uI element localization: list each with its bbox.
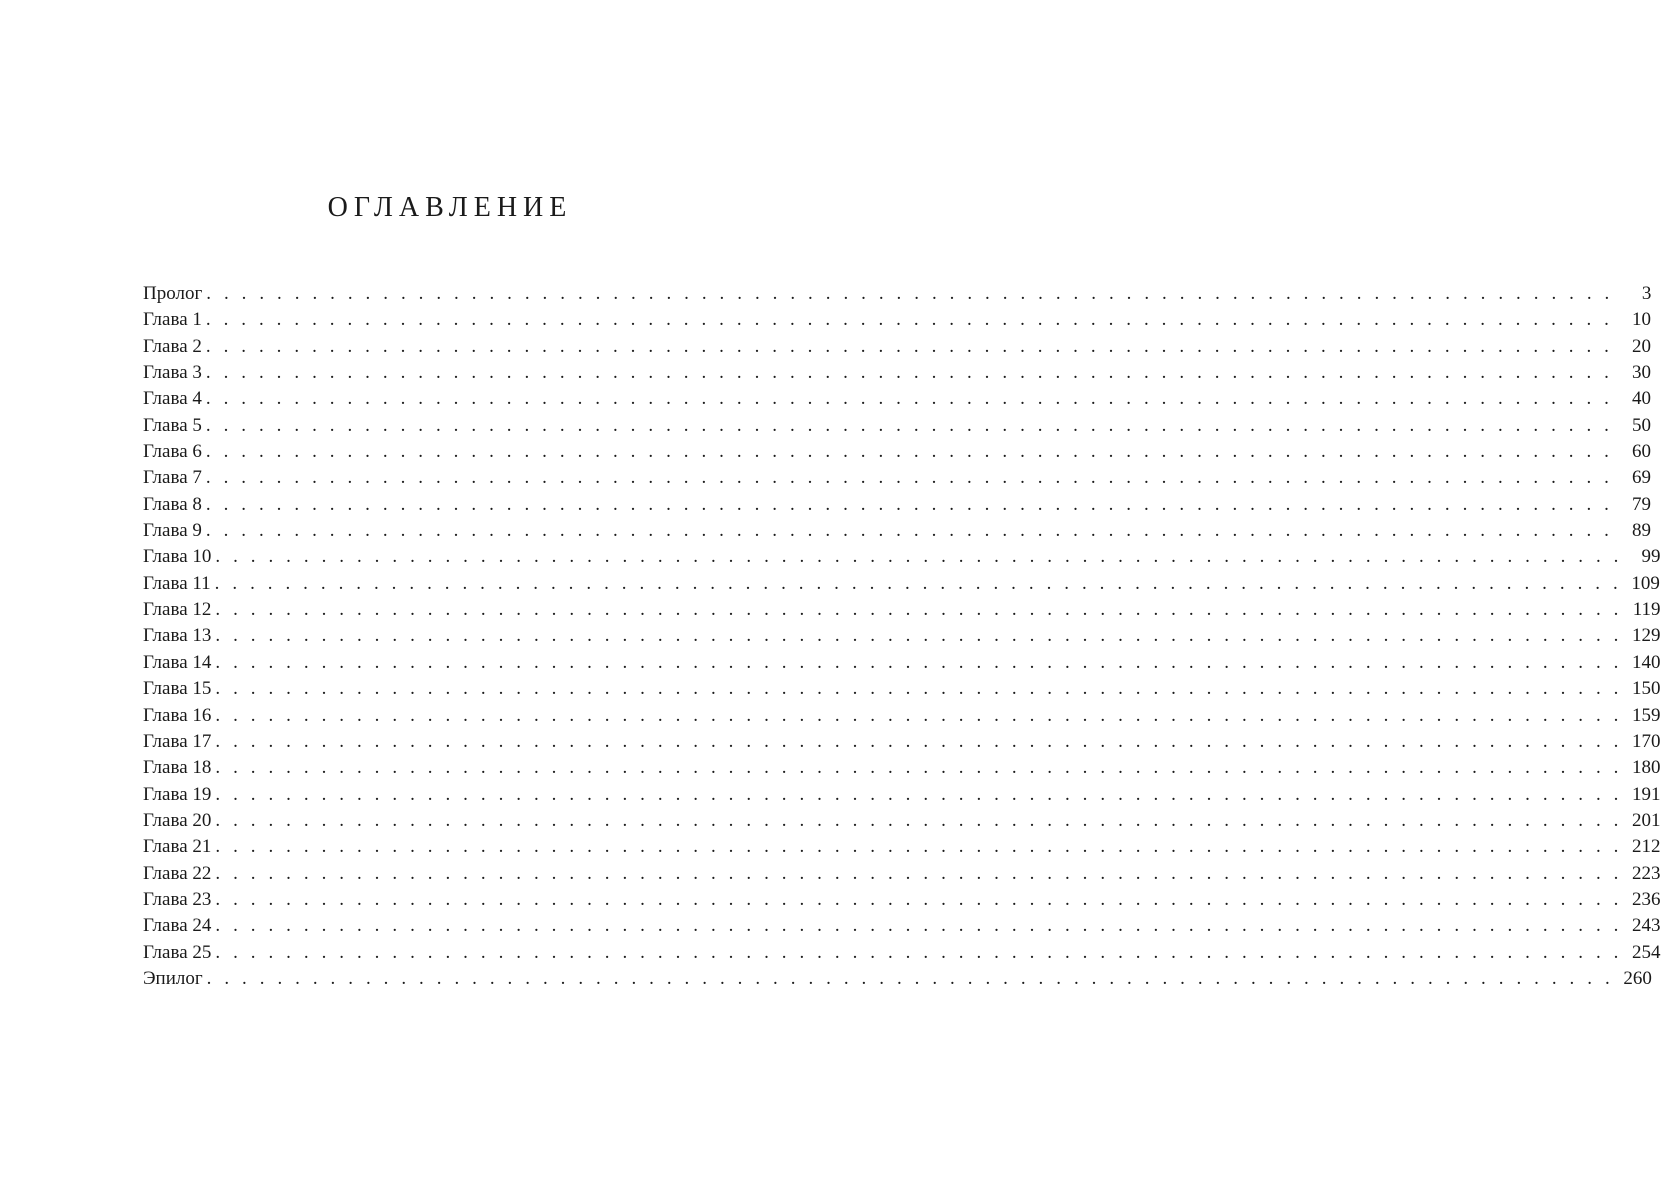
toc-entry-label: Глава 1 — [143, 309, 202, 331]
toc-entry[interactable] — [143, 623, 1661, 649]
toc-entry[interactable] — [143, 966, 1652, 992]
toc-entry-page-number: 201 — [1632, 809, 1661, 831]
toc-entry[interactable] — [143, 755, 1661, 781]
dot-leader: . . . . . . . . . . . . . . . . . . . . . . . . . . . . . . . . . . . . . . . . . . . . . . . . . . . . . . . . . . . . . . . . . . . . . . . . . . . . . . . . — [205, 414, 1614, 436]
toc-entry-page-number: 60 — [1632, 441, 1652, 463]
toc-entry-page-number: 191 — [1632, 783, 1661, 805]
toc-entry-page-number: 212 — [1632, 836, 1661, 858]
toc-entry[interactable] — [143, 492, 1652, 518]
dot-leader: . . . . . . . . . . . . . . . . . . . . . . . . . . . . . . . . . . . . . . . . . . . . . . . . . . . . . . . . . . . . . . . . . . . . . . . . . . . . . . . . — [205, 362, 1614, 384]
toc-entry-label: Глава 17 — [143, 730, 212, 752]
toc-entry[interactable] — [143, 782, 1661, 808]
toc-entry-page-number: 260 — [1623, 967, 1652, 989]
toc-entry-label: Глава 2 — [143, 335, 202, 357]
toc-entry[interactable] — [143, 281, 1652, 307]
toc-entry-label: Глава 4 — [143, 388, 202, 410]
toc-entry-page-number: 109 — [1631, 572, 1660, 594]
toc-entry-page-number: 119 — [1632, 599, 1661, 621]
toc-entry-label: Глава 3 — [143, 362, 202, 384]
toc-entry-page-number: 50 — [1632, 414, 1652, 436]
dot-leader: . . . . . . . . . . . . . . . . . . . . . . . . . . . . . . . . . . . . . . . . . . . . . . . . . . . . . . . . . . . . . . . . . . . . . . . . . . . . . . . . — [205, 441, 1614, 463]
toc-entry-label: Глава 22 — [143, 862, 212, 884]
dot-leader: . . . . . . . . . . . . . . . . . . . . . . . . . . . . . . . . . . . . . . . . . . . . . . . . . . . . . . . . . . . . . . . . . . . . . . . . . . . . . . . . — [205, 493, 1614, 515]
toc-entry-label: Глава 10 — [143, 546, 212, 568]
toc-entry-label: Глава 18 — [143, 757, 212, 779]
toc-entry-label: Глава 23 — [143, 888, 212, 910]
toc-entry[interactable] — [143, 650, 1661, 676]
toc-entry[interactable] — [143, 386, 1652, 412]
dot-leader: . . . . . . . . . . . . . . . . . . . . . . . . . . . . . . . . . . . . . . . . . . . . . . . . . . . . . . . . . . . . . . . . . . . . . . . . . . . . . . . . — [215, 704, 1623, 726]
toc-entry-label: Глава 15 — [143, 678, 212, 700]
toc-entry[interactable] — [143, 465, 1652, 491]
dot-leader: . . . . . . . . . . . . . . . . . . . . . . . . . . . . . . . . . . . . . . . . . . . . . . . . . . . . . . . . . . . . . . . . . . . . . . . . . . . . . . . . — [215, 888, 1623, 910]
toc-entry[interactable] — [143, 544, 1661, 570]
toc-entry[interactable] — [143, 307, 1652, 333]
toc-entry-page-number: 40 — [1632, 388, 1652, 410]
toc-entry[interactable] — [143, 729, 1661, 755]
toc-entry-page-number: 129 — [1632, 625, 1661, 647]
toc-entry-page-number: 170 — [1632, 730, 1661, 752]
dot-leader: . . . . . . . . . . . . . . . . . . . . . . . . . . . . . . . . . . . . . . . . . . . . . . . . . . . . . . . . . . . . . . . . . . . . . . . . . . . . . . . . — [215, 862, 1623, 884]
dot-leader: . . . . . . . . . . . . . . . . . . . . . . . . . . . . . . . . . . . . . . . . . . . . . . . . . . . . . . . . . . . . . . . . . . . . . . . . . . . . . . . . — [215, 546, 1623, 568]
toc-entry-label: Глава 14 — [143, 651, 212, 673]
toc-entry-label: Глава 9 — [143, 520, 202, 542]
toc-entry-page-number: 236 — [1632, 888, 1661, 910]
toc-entry-label: Глава 19 — [143, 783, 212, 805]
toc-entry-label: Глава 11 — [143, 572, 211, 594]
dot-leader: . . . . . . . . . . . . . . . . . . . . . . . . . . . . . . . . . . . . . . . . . . . . . . . . . . . . . . . . . . . . . . . . . . . . . . . . . . . . . . . . — [205, 335, 1614, 357]
toc-entry-page-number: 150 — [1632, 678, 1661, 700]
dot-leader: . . . . . . . . . . . . . . . . . . . . . . . . . . . . . . . . . . . . . . . . . . . . . . . . . . . . . . . . . . . . . . . . . . . . . . . . . . . . . . . . — [205, 309, 1614, 331]
dot-leader: . . . . . . . . . . . . . . . . . . . . . . . . . . . . . . . . . . . . . . . . . . . . . . . . . . . . . . . . . . . . . . . . . . . . . . . . . . . . . . . . — [215, 809, 1623, 831]
toc-entry[interactable] — [143, 940, 1661, 966]
toc-entry[interactable] — [143, 808, 1661, 834]
toc-entry[interactable] — [143, 597, 1661, 623]
toc-entry[interactable] — [143, 676, 1661, 702]
toc-entry-label: Глава 6 — [143, 441, 202, 463]
toc-entry[interactable] — [143, 334, 1652, 360]
toc-entry-page-number: 69 — [1632, 467, 1652, 489]
toc-entry[interactable] — [143, 360, 1652, 386]
dot-leader: . . . . . . . . . . . . . . . . . . . . . . . . . . . . . . . . . . . . . . . . . . . . . . . . . . . . . . . . . . . . . . . . . . . . . . . . . . . . . . . . — [215, 730, 1623, 752]
table-of-contents — [143, 281, 1661, 992]
toc-entry[interactable] — [143, 834, 1661, 860]
toc-entry[interactable] — [143, 887, 1661, 913]
toc-entry-page-number: 79 — [1632, 493, 1652, 515]
toc-entry[interactable] — [143, 518, 1652, 544]
toc-entry-label: Глава 12 — [143, 599, 212, 621]
toc-entry-page-number: 140 — [1632, 651, 1661, 673]
dot-leader: . . . . . . . . . . . . . . . . . . . . . . . . . . . . . . . . . . . . . . . . . . . . . . . . . . . . . . . . . . . . . . . . . . . . . . . . . . . . . . . . — [215, 625, 1623, 647]
dot-leader: . . . . . . . . . . . . . . . . . . . . . . . . . . . . . . . . . . . . . . . . . . . . . . . . . . . . . . . . . . . . . . . . . . . . . . . . . . . . . . . . — [215, 836, 1623, 858]
dot-leader: . . . . . . . . . . . . . . . . . . . . . . . . . . . . . . . . . . . . . . . . . . . . . . . . . . . . . . . . . . . . . . . . . . . . . . . . . . . . . . . . — [215, 599, 1623, 621]
toc-entry-page-number: 30 — [1632, 362, 1652, 384]
toc-entry[interactable] — [143, 439, 1652, 465]
dot-leader: . . . . . . . . . . . . . . . . . . . . . . . . . . . . . . . . . . . . . . . . . . . . . . . . . . . . . . . . . . . . . . . . . . . . . . . . . . . . . . . . — [206, 967, 1614, 989]
toc-entry-label: Глава 8 — [143, 493, 202, 515]
toc-entry[interactable] — [143, 703, 1661, 729]
toc-entry-page-number: 254 — [1632, 941, 1661, 963]
dot-leader: . . . . . . . . . . . . . . . . . . . . . . . . . . . . . . . . . . . . . . . . . . . . . . . . . . . . . . . . . . . . . . . . . . . . . . . . . . . . . . . . — [205, 520, 1614, 542]
toc-entry-label: Глава 16 — [143, 704, 212, 726]
toc-entry-label: Глава 25 — [143, 941, 212, 963]
dot-leader: . . . . . . . . . . . . . . . . . . . . . . . . . . . . . . . . . . . . . . . . . . . . . . . . . . . . . . . . . . . . . . . . . . . . . . . . . . . . . . . . — [205, 467, 1614, 489]
toc-entry[interactable] — [143, 861, 1661, 887]
toc-entry-page-number: 243 — [1632, 915, 1661, 937]
toc-entry-label: Эпилог — [143, 967, 203, 989]
toc-entry-page-number: 180 — [1632, 757, 1661, 779]
toc-entry[interactable] — [143, 413, 1652, 439]
toc-entry-label: Глава 24 — [143, 915, 212, 937]
dot-leader: . . . . . . . . . . . . . . . . . . . . . . . . . . . . . . . . . . . . . . . . . . . . . . . . . . . . . . . . . . . . . . . . . . . . . . . . . . . . . . . . — [215, 651, 1623, 673]
dot-leader: . . . . . . . . . . . . . . . . . . . . . . . . . . . . . . . . . . . . . . . . . . . . . . . . . . . . . . . . . . . . . . . . . . . . . . . . . . . . . . . . — [215, 783, 1623, 805]
toc-entry[interactable] — [143, 571, 1660, 597]
dot-leader: . . . . . . . . . . . . . . . . . . . . . . . . . . . . . . . . . . . . . . . . . . . . . . . . . . . . . . . . . . . . . . . . . . . . . . . . . . . . . . . . — [215, 757, 1623, 779]
toc-entry-page-number: 159 — [1632, 704, 1661, 726]
toc-entry-page-number: 89 — [1632, 520, 1652, 542]
toc-entry-page-number: 223 — [1632, 862, 1661, 884]
toc-entry-label: Глава 7 — [143, 467, 202, 489]
toc-entry-page-number: 10 — [1632, 309, 1652, 331]
toc-entry-label: Глава 20 — [143, 809, 212, 831]
dot-leader: . . . . . . . . . . . . . . . . . . . . . . . . . . . . . . . . . . . . . . . . . . . . . . . . . . . . . . . . . . . . . . . . . . . . . . . . . . . . . . . . — [205, 388, 1614, 410]
toc-entry-label: Глава 13 — [143, 625, 212, 647]
toc-entry-page-number: 20 — [1632, 335, 1652, 357]
dot-leader: . . . . . . . . . . . . . . . . . . . . . . . . . . . . . . . . . . . . . . . . . . . . . . . . . . . . . . . . . . . . . . . . . . . . . . . . . . . . . . . . — [206, 283, 1614, 304]
page-title: ОГЛАВЛЕНИЕ — [327, 192, 573, 223]
toc-entry-page-number: 3 — [1641, 283, 1652, 304]
dot-leader: . . . . . . . . . . . . . . . . . . . . . . . . . . . . . . . . . . . . . . . . . . . . . . . . . . . . . . . . . . . . . . . . . . . . . . . . . . . . . . . . — [214, 572, 1622, 594]
dot-leader: . . . . . . . . . . . . . . . . . . . . . . . . . . . . . . . . . . . . . . . . . . . . . . . . . . . . . . . . . . . . . . . . . . . . . . . . . . . . . . . . — [215, 915, 1623, 937]
toc-entry-label: Глава 21 — [143, 836, 212, 858]
toc-entry-page-number: 99 — [1641, 546, 1661, 568]
toc-entry-label: Глава 5 — [143, 414, 202, 436]
dot-leader: . . . . . . . . . . . . . . . . . . . . . . . . . . . . . . . . . . . . . . . . . . . . . . . . . . . . . . . . . . . . . . . . . . . . . . . . . . . . . . . . — [215, 941, 1623, 963]
toc-entry-label: Пролог — [143, 283, 203, 304]
dot-leader: . . . . . . . . . . . . . . . . . . . . . . . . . . . . . . . . . . . . . . . . . . . . . . . . . . . . . . . . . . . . . . . . . . . . . . . . . . . . . . . . — [215, 678, 1623, 700]
toc-entry[interactable] — [143, 913, 1661, 939]
